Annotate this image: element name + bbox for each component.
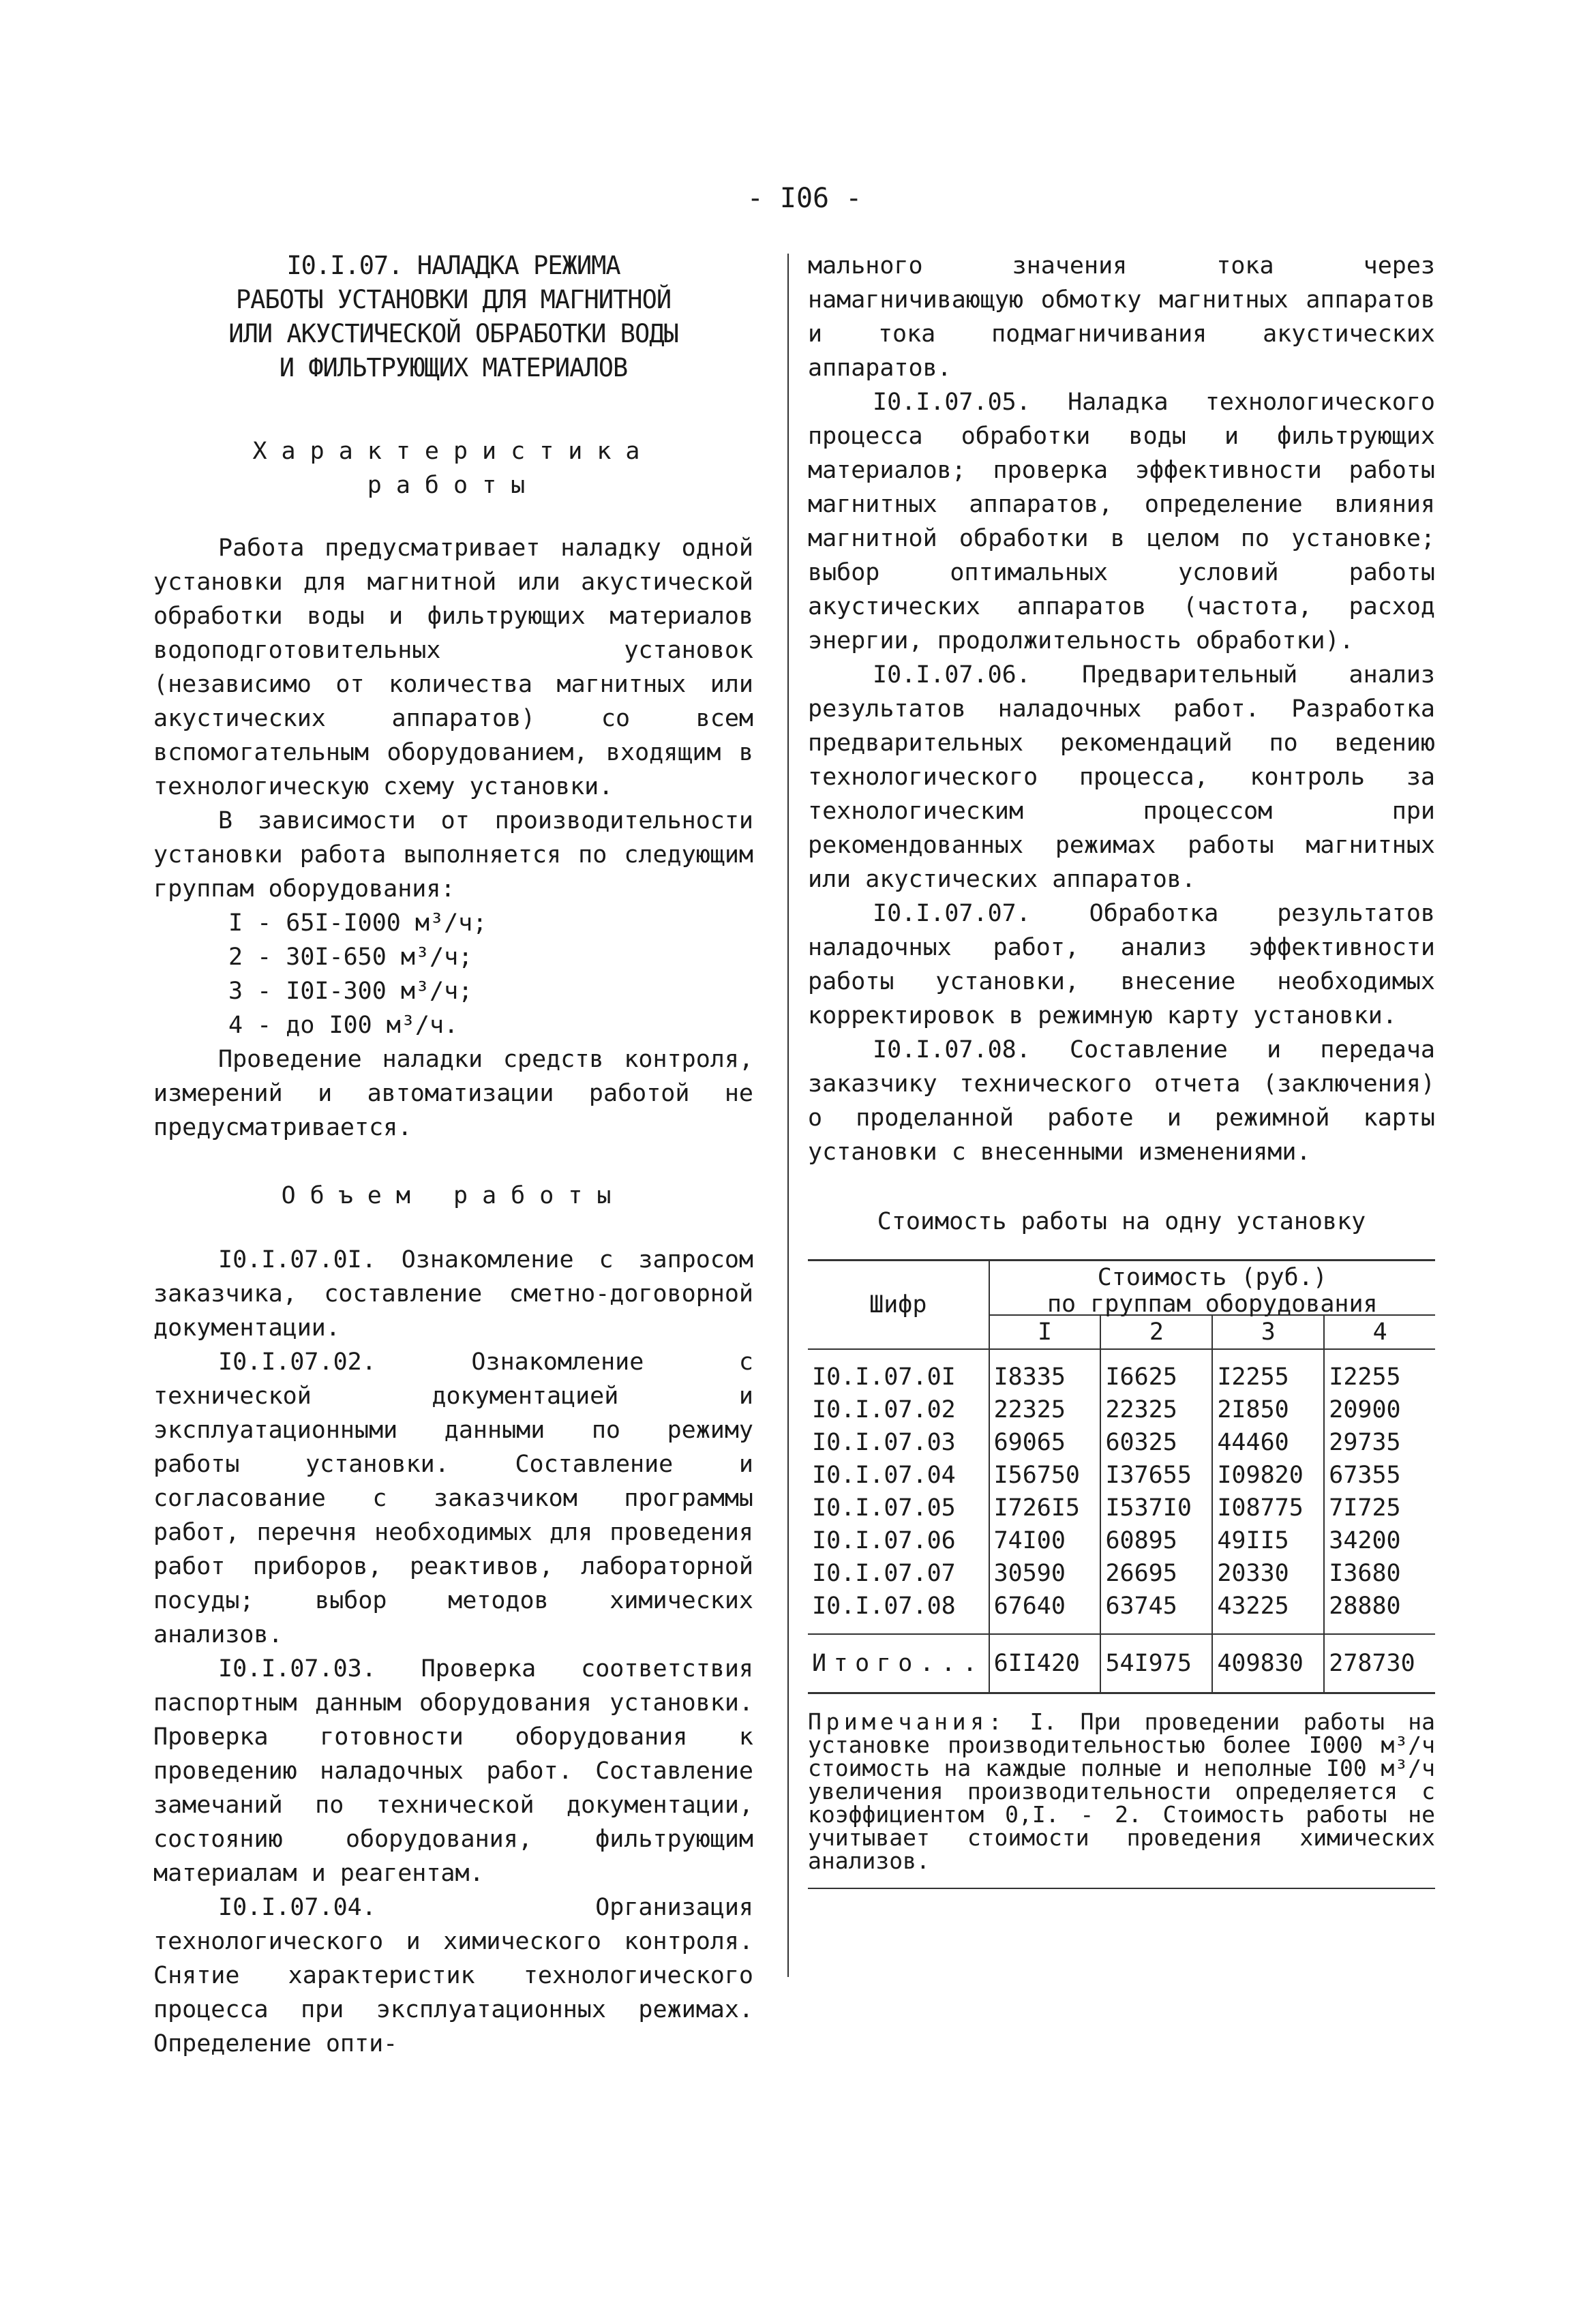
cost-cell: 60895: [1100, 1524, 1212, 1557]
table-row: [808, 1349, 1435, 1393]
cost-cell: 34200: [1324, 1524, 1435, 1557]
cost-cell: 28880: [1324, 1590, 1435, 1634]
work-item-02: I0.I.07.02. Ознакомление с технической документацией и эксплуатационными данными по режиму работы установки. Составление и согласование с заказчиком программы работ, перечня необходимых для проведения работ приборов, реактивов, лабораторной посуды; выбор методов химических анализов.: [153, 1348, 753, 1648]
table-row: [808, 1459, 1435, 1492]
work-item-04: I0.I.07.04. Организация технологического и химического контроля. Снятие характеристик технологического процесса при эксплуатационных режимах. Определение опти-: [153, 1894, 753, 2057]
cost-table-body: [808, 1349, 1435, 1634]
equipment-groups-list: [228, 906, 753, 1042]
intro-paragraph: Работа предусматривает наладку одной установки для магнитной или акустической обработки воды и фильтрующих материалов водоподготовительных установок (независимо от количества магнитных или акустических аппаратов) со всем вспомогательным оборудованием, входящим в технологическую схему установки.: [153, 534, 753, 800]
table-row: [808, 1557, 1435, 1590]
cost-cell: 49II5: [1212, 1524, 1324, 1557]
cost-cell: 30590: [989, 1557, 1101, 1590]
work-item-08: I0.I.07.08. Составление и передача заказчику технического отчета (заключения) о проделанной работе и режимной карты установки с внесенными изменениями.: [808, 1036, 1435, 1166]
table-note: [808, 1710, 1435, 1889]
cost-table: [808, 1259, 1435, 1694]
row-code: I0.I.07.07: [812, 1560, 956, 1587]
equipment-group-item: 2 - 30I-650 м³/ч;: [228, 944, 473, 971]
characteristic-heading: [153, 434, 753, 502]
total-cell: 409830: [1212, 1634, 1324, 1693]
group-header: I: [989, 1315, 1101, 1349]
group-header: 3: [1212, 1315, 1324, 1349]
cost-cell: 29735: [1324, 1426, 1435, 1459]
equipment-group-item: 4 - до I00 м³/ч.: [228, 1012, 459, 1039]
cost-cell: 22325: [1100, 1393, 1212, 1426]
cost-cell: I37655: [1100, 1459, 1212, 1492]
work-item-01: I0.I.07.0I. Ознакомление с запросом заказчика, составление сметно-договорной документации.: [153, 1246, 753, 1342]
table-row: [808, 1590, 1435, 1634]
section-title-line: РАБОТЫ УСТАНОВКИ ДЛЯ МАГНИТНОЙ: [235, 285, 672, 314]
equipment-group-item: 3 - I0I-300 м³/ч;: [228, 978, 473, 1005]
characteristic-heading-line: Характеристика: [252, 438, 654, 465]
table-row: [808, 1426, 1435, 1459]
cost-cell: 20900: [1324, 1393, 1435, 1426]
row-code: I0.I.07.04: [812, 1462, 956, 1489]
exclusion-paragraph: Проведение наладки средств контроля, измерений и автоматизации работой не предусматривается.: [153, 1046, 753, 1141]
cost-cell: 63745: [1100, 1590, 1212, 1634]
row-code: I0.I.07.0I: [812, 1363, 956, 1391]
section-title-line: I0.I.07. НАЛАДКА РЕЖИМА: [286, 251, 620, 280]
equipment-group-item: I - 65I-I000 м³/ч;: [228, 909, 487, 937]
section-title: [153, 249, 753, 385]
row-code: I0.I.07.08: [812, 1593, 956, 1620]
cost-cell: 43225: [1212, 1590, 1324, 1634]
row-code: I0.I.07.02: [812, 1396, 956, 1423]
cost-cell: 67640: [989, 1590, 1101, 1634]
work-item-05: I0.I.07.05. Наладка технологического процесса обработки воды и фильтрующих материалов; проверка эффективности работы магнитных аппаратов, определение влияния магнитной обработки в целом по установке; выбор оптимальных условий работы акустических аппаратов (частота, расход энергии, продолжительность обработки).: [808, 389, 1435, 654]
cost-cell: 2I850: [1212, 1393, 1324, 1426]
total-cell: 54I975: [1100, 1634, 1212, 1693]
cost-cell: I726I5: [989, 1492, 1101, 1524]
right-column: [808, 249, 1435, 1889]
left-column: [153, 249, 753, 2061]
cost-cell: 69065: [989, 1426, 1101, 1459]
cost-cell: I08775: [1212, 1492, 1324, 1524]
groups-intro: В зависимости от производительности установки работа выполняется по следующим группам оборудования:: [153, 807, 753, 903]
total-cell: 278730: [1324, 1634, 1435, 1693]
cost-header-line: Стоимость (руб.): [1097, 1264, 1327, 1291]
row-code: I0.I.07.05: [812, 1494, 956, 1522]
row-code: I0.I.07.03: [812, 1429, 956, 1456]
table-row: [808, 1524, 1435, 1557]
scope-heading: Объем работы: [281, 1182, 626, 1209]
group-header: 4: [1324, 1315, 1435, 1349]
characteristic-heading-line: работы: [367, 472, 540, 499]
cost-cell: 26695: [1100, 1557, 1212, 1590]
work-item-07: I0.I.07.07. Обработка результатов наладочных работ, анализ эффективности работы установки, внесение необходимых корректировок в режимную карту установки.: [808, 900, 1435, 1029]
cost-header: [989, 1261, 1435, 1316]
row-code: I0.I.07.06: [812, 1527, 956, 1554]
cost-cell: I6625: [1100, 1349, 1212, 1393]
cost-cell: 20330: [1212, 1557, 1324, 1590]
note-label: Примечания:: [808, 1708, 1007, 1735]
code-column-header: Шифр: [808, 1261, 989, 1350]
cost-cell: 22325: [989, 1393, 1101, 1426]
page-number: - I06 -: [747, 183, 862, 214]
cost-cell: I8335: [989, 1349, 1101, 1393]
cost-cell: I537I0: [1100, 1492, 1212, 1524]
cost-cell: I2255: [1324, 1349, 1435, 1393]
work-item-04-continuation: мального значения тока через намагничивающую обмотку магнитных аппаратов и тока подмагничивания акустических аппаратов.: [808, 252, 1435, 382]
total-cell: 6II420: [989, 1634, 1101, 1693]
total-row: [808, 1634, 1435, 1693]
cost-cell: 74I00: [989, 1524, 1101, 1557]
note-text: I. При проведении работы на установке производительностью более I000 м³/ч стоимость на каждые полные и неполные I00 м³/ч увеличения производительности определяется с коэффициентом 0,I. - 2. Стоимость работы не учитывает стоимости проведения химических анализов.: [808, 1708, 1435, 1874]
cost-cell: 67355: [1324, 1459, 1435, 1492]
table-row: [808, 1492, 1435, 1524]
cost-cell: 44460: [1212, 1426, 1324, 1459]
cost-cell: 60325: [1100, 1426, 1212, 1459]
cost-cell: I09820: [1212, 1459, 1324, 1492]
cost-header-line: по группам оборудования: [1047, 1291, 1378, 1318]
table-caption: Стоимость работы на одну установку: [877, 1208, 1366, 1235]
table-row: [808, 1393, 1435, 1426]
group-header: 2: [1100, 1315, 1212, 1349]
cost-cell: 7I725: [1324, 1492, 1435, 1524]
work-item-03: I0.I.07.03. Проверка соответствия паспортным данным оборудования установки. Проверка готовности оборудования к проведению наладочных работ. Составление замечаний по технической документации, состоянию оборудования, фильтрующим материалам и реагентам.: [153, 1655, 753, 1887]
total-label: Итого...: [808, 1634, 989, 1693]
section-title-line: ИЛИ АКУСТИЧЕСКОЙ ОБРАБОТКИ ВОДЫ: [228, 319, 678, 348]
cost-cell: I3680: [1324, 1557, 1435, 1590]
cost-cell: I2255: [1212, 1349, 1324, 1393]
column-divider: [787, 254, 789, 1977]
work-item-06: I0.I.07.06. Предварительный анализ результатов наладочных работ. Разработка предварительных рекомендаций по ведению технологического процесса, контроль за технологическим процессом при рекомендованных режимах работы магнитных или акустических аппаратов.: [808, 661, 1435, 893]
cost-cell: I56750: [989, 1459, 1101, 1492]
section-title-line: И ФИЛЬТРУЮЩИХ МАТЕРИАЛОВ: [279, 353, 628, 382]
